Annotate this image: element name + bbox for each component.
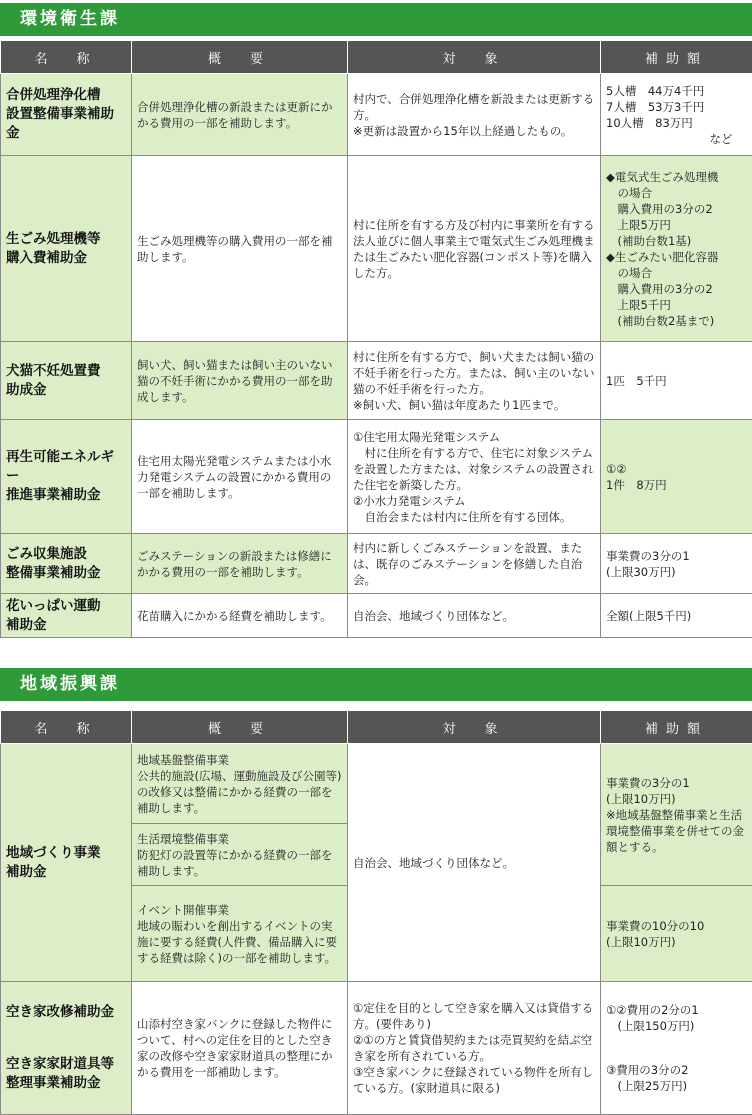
row-name: 再生可能エネルギー 推進事業補助金 (1, 420, 132, 534)
row-target: 村に住所を有する方で、飼い犬または飼い猫の不妊手術を行った方。または、飼い主のいない猫の不妊手術を行った方。 ※飼い犬、飼い猫は年度あたり1匹まで。 (348, 342, 601, 420)
row-amount: 全額(上限5千円) (601, 594, 752, 638)
header-summary: 概 要 (132, 41, 348, 74)
table-row (1, 420, 752, 534)
row-target: ①住宅用太陽光発電システム 村に住所を有する方で、住宅に対象システムを設置した方または、対象システムの設置された住宅を新築した方。 ②小水力発電システム 自治会または村内に住所を有する団体。 (348, 420, 601, 534)
row-name: 犬猫不妊処置費 助成金 (1, 342, 132, 420)
akiya-name-1: 空き家改修補助金 (6, 1003, 126, 1022)
row-summary: 合併処理浄化槽の新設または更新にかかる費用の一部を補助します。 (132, 74, 348, 156)
row-target: 自治会、地域づくり団体など。 (348, 744, 601, 982)
row-target: ①定住を目的として空き家を購入又は貸借する方。(要件あり) ②①の方と賃貸借契約または売買契約を結ぶ空き家を所有されている方。 ③空き家バンクに登録されている物件を所有している方。(家財道具に限る) (348, 982, 601, 1115)
row-name: 地域づくり事業 補助金 (1, 744, 132, 982)
row-name: 生ごみ処理機等 購入費補助金 (1, 156, 132, 342)
row-amount: 事業費の3分の1 (上限10万円) ※地域基盤整備事業と生活環境整備事業を併せての金額とする。 (601, 744, 752, 886)
row-summary: ごみステーションの新設または修繕にかかる費用の一部を補助します。 (132, 534, 348, 594)
row-amount: 1匹 5千円 (601, 342, 752, 420)
row-amount: 事業費の3分の1 (上限30万円) (601, 534, 752, 594)
row-amount: ①② 1件 8万円 (601, 420, 752, 534)
row-summary: 地域基盤整備事業 公共的施設(広場、運動施設及び公園等)の改修又は整備にかかる経費の一部を補助します。 (132, 744, 348, 824)
row-summary: 飼い犬、飼い猫または飼い主のいない猫の不妊手術にかかる費用の一部を助成します。 (132, 342, 348, 420)
row-target: 村内で、合併処理浄化槽を新設または更新する方。 ※更新は設置から15年以上経過したもの。 (348, 74, 601, 156)
header-name: 名 称 (1, 41, 132, 74)
header-name: 名 称 (1, 711, 132, 744)
akiya-amount-1: ①②費用の2分の1 (上限150万円) (606, 1002, 747, 1034)
kankyo-table (0, 40, 752, 638)
row-amount: 5人槽 44万4千円 7人槽 53万3千円 10人槽 83万円 など (601, 74, 752, 156)
row-summary: 生ごみ処理機等の購入費用の一部を補助します。 (132, 156, 348, 342)
row-amount: 事業費の10分の10 (上限10万円) (601, 886, 752, 982)
table-row (1, 594, 752, 638)
row-summary: イベント開催事業 地域の賑わいを創出するイベントの実施に要する経費(人件費、備品購入に要する経費は除く)の一部を補助します。 (132, 886, 348, 982)
header-summary: 概 要 (132, 711, 348, 744)
row-target: 自治会、地域づくり団体など。 (348, 594, 601, 638)
header-amount: 補助額 (601, 41, 752, 74)
row-summary: 山添村空き家バンクに登録した物件について、村への定住を目的とした空き家の改修や空き家家財道具の整理にかかる費用を一部補助します。 (132, 982, 348, 1115)
row-amount: ◆電気式生ごみ処理機 の場合 購入費用の3分の2 上限5万円 (補助台数1基) ◆生ごみたい肥化容器 の場合 購入費用の3分の2 上限5千円 (補助台数2基まで) (601, 156, 752, 342)
row-target: 村内に新しくごみステーションを設置、または、既存のごみステーションを修繕した自治会。 (348, 534, 601, 594)
table-header-row (1, 41, 752, 74)
row-summary: 住宅用太陽光発電システムまたは小水力発電システムの設置にかかる費用の一部を補助します。 (132, 420, 348, 534)
akiya-name-2: 空き家家財道具等 整理事業補助金 (6, 1055, 126, 1093)
table-row (1, 156, 752, 342)
header-target: 対 象 (348, 711, 601, 744)
section-title-kankyo: 環境衛生課 (0, 3, 752, 36)
table-row (1, 74, 752, 156)
row-name: 花いっぱい運動 補助金 (1, 594, 132, 638)
table-row (1, 534, 752, 594)
header-amount: 補助額 (601, 711, 752, 744)
akiya-amount-2: ③費用の3分の2 (上限25万円) (606, 1062, 747, 1094)
row-summary: 花苗購入にかかる経費を補助します。 (132, 594, 348, 638)
row-name: ごみ収集施設 整備事業補助金 (1, 534, 132, 594)
chiiki-table (0, 710, 752, 1115)
section-title-chiiki: 地域振興課 (0, 668, 752, 701)
row-name: 合併処理浄化槽 設置整備事業補助金 (1, 74, 132, 156)
header-target: 対 象 (348, 41, 601, 74)
table-row (1, 342, 752, 420)
table-header-row (1, 711, 752, 744)
row-target: 村に住所を有する方及び村内に事業所を有する法人並びに個人事業主で電気式生ごみ処理機または生ごみたい肥化容器(コンポスト等)を購入した方。 (348, 156, 601, 342)
table-row (1, 744, 752, 824)
row-summary: 生活環境整備事業 防犯灯の設置等にかかる経費の一部を補助します。 (132, 824, 348, 886)
